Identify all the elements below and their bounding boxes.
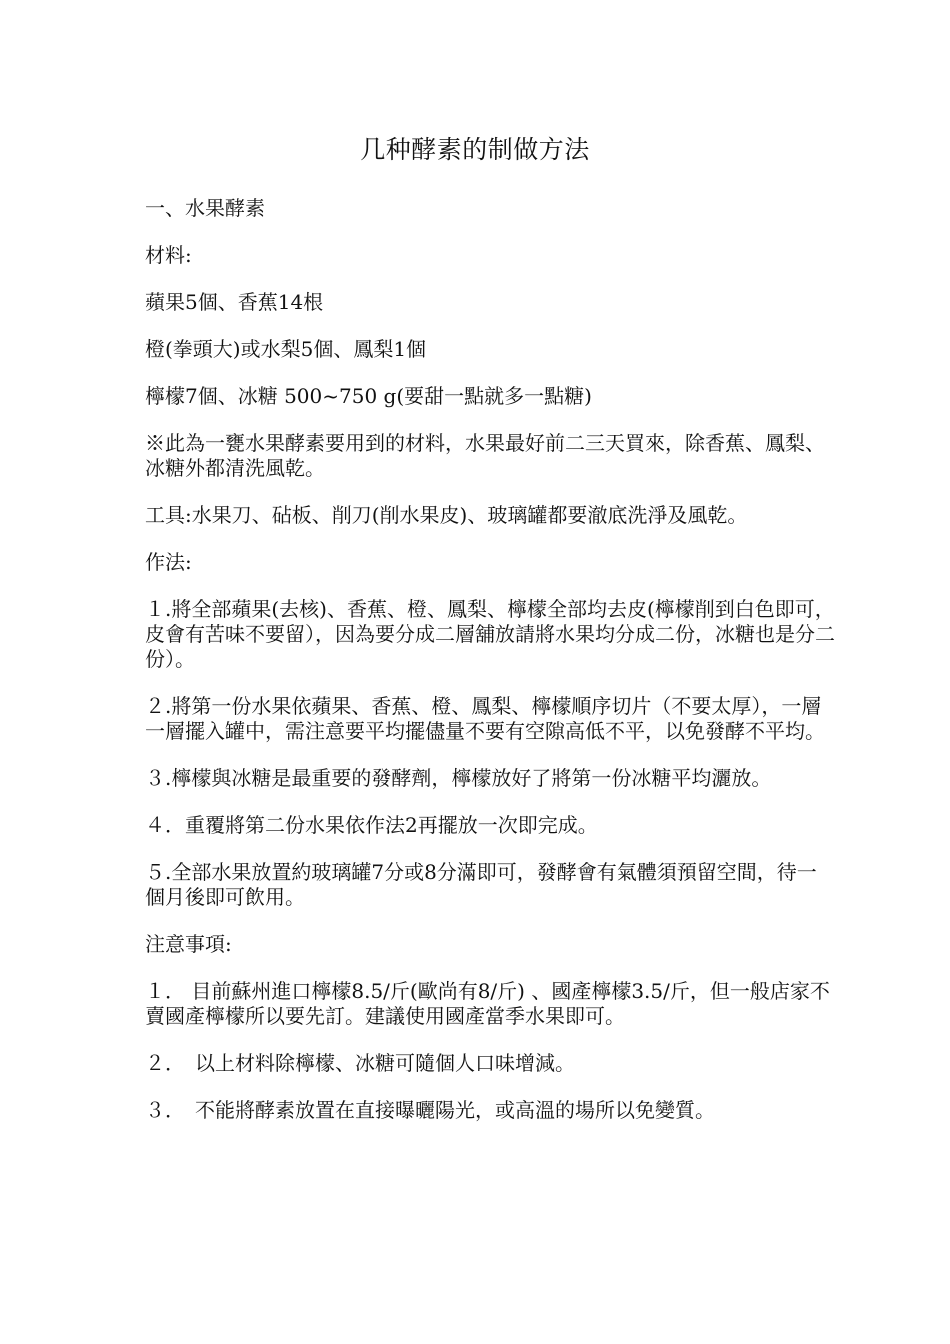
document-body	[145, 196, 835, 1145]
method-step: ３.檸檬與冰糖是最重要的發酵劑，檸檬放好了將第一份冰糖平均灑放。	[145, 766, 772, 790]
method-step: ４．重覆將第二份水果依作法2再擺放一次即完成。	[145, 813, 598, 837]
material-line: 檸檬7個、冰糖 500~750 g(要甜一點就多一點糖)	[145, 384, 592, 408]
section-heading-fruit-enzyme: 一、水果酵素	[145, 196, 265, 220]
note-item: ２． 以上材料除檸檬、冰糖可隨個人口味增減。	[145, 1051, 575, 1075]
notes-label: 注意事項:	[145, 932, 232, 956]
materials-note: ※此為一甕水果酵素要用到的材料，水果最好前二三天買來，除香蕉、鳳梨、冰糖外都清洗風乾。	[145, 431, 825, 480]
material-line: 橙(拳頭大)或水梨5個、鳳梨1個	[145, 337, 427, 361]
method-label: 作法:	[145, 550, 192, 574]
document-title: 几种酵素的制做方法	[360, 135, 590, 164]
tools-line: 工具:水果刀、砧板、削刀(削水果皮)、玻璃罐都要澈底洗淨及風乾。	[145, 503, 748, 527]
note-item: ３． 不能將酵素放置在直接曝曬陽光，或高溫的場所以免變質。	[145, 1098, 715, 1122]
method-step: １.將全部蘋果(去核)、香蕉、橙、鳳梨、檸檬全部均去皮(檸檬削到白色即可，皮會有苦味不要留），因為要分成二層舖放請將水果均分成二份，冰糖也是分二份）。	[145, 597, 835, 671]
method-step: ５.全部水果放置約玻璃罐7分或8分滿即可，發酵會有氣體須預留空間，待一個月後即可飲用。	[145, 860, 817, 909]
material-line: 蘋果5個、香蕉14根	[145, 290, 324, 314]
note-item: １． 目前蘇州進口檸檬8.5/斤(歐尚有8/斤) 、國產檸檬3.5/斤，但一般店家不賣國產檸檬所以要先訂。建議使用國產當季水果即可。	[145, 979, 830, 1028]
materials-label: 材料:	[145, 243, 192, 267]
method-step: ２.將第一份水果依蘋果、香蕉、橙、鳳梨、檸檬順序切片（不要太厚），一層一層擺入罐中，需注意要平均擺儘量不要有空隙高低不平，以免發酵不平均。	[145, 694, 825, 743]
